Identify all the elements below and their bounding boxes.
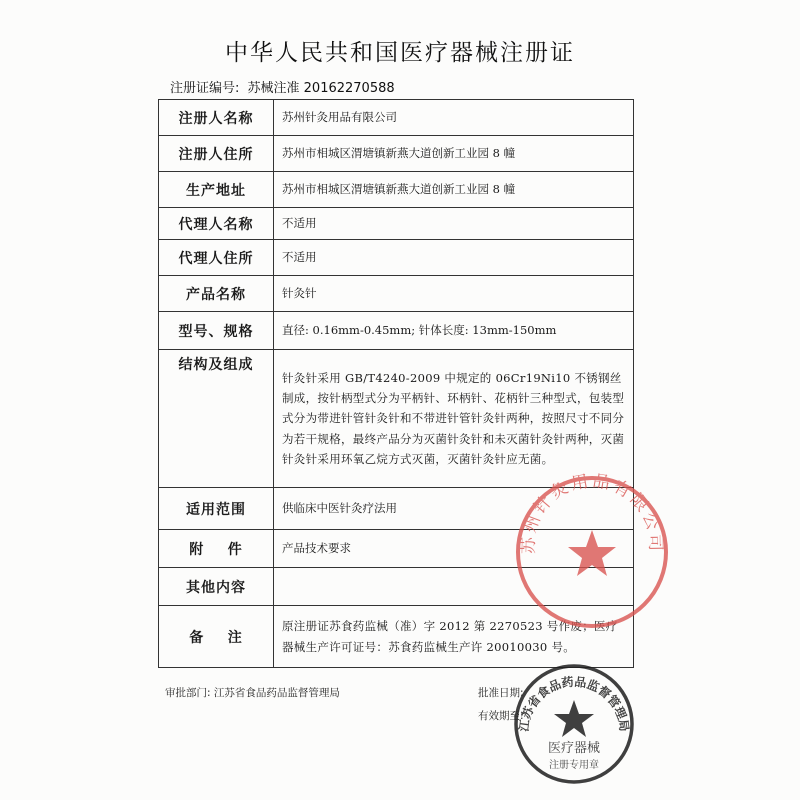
table-row — [159, 172, 634, 208]
valid-until-label: 有效期至: — [478, 710, 524, 722]
field-value: 产品技术要求 — [274, 530, 634, 568]
field-value: 苏州市相城区渭塘镇新燕大道创新工业园 8 幢 — [274, 172, 634, 208]
field-value: 供临床中医针灸疗法用 — [274, 488, 634, 530]
field-value: 原注册证苏食药监械（准）字 2012 第 2270523 号作废；医疗器械生产许可证号：苏食药监械生产许 20010030 号。 — [274, 606, 634, 668]
seal-star-icon — [568, 530, 616, 576]
field-value: 不适用 — [274, 208, 634, 240]
field-label: 适用范围 — [159, 488, 274, 530]
field-label: 结构及组成 — [159, 350, 274, 488]
field-value: 针灸针 — [274, 276, 634, 312]
company-seal-text: 苏州针灸用品有限公司 — [518, 472, 666, 555]
table-row — [159, 350, 634, 488]
field-label: 附 件 — [159, 530, 274, 568]
table-row — [159, 276, 634, 312]
registration-number-label: 注册证编号: — [170, 81, 240, 96]
field-label: 产品名称 — [159, 276, 274, 312]
field-label: 其他内容 — [159, 568, 274, 606]
registration-number-value: 苏械注准 20162270588 — [247, 81, 395, 96]
field-value: 针灸针采用 GB/T4240-2009 中规定的 06Cr19Ni10 不锈钢丝制成，按针柄型式分为平柄针、环柄针、花柄针三种型式，包装型式分为带进针管针灸针和不带进针管针灸针两种，按照尺寸不同分为若干规格，最终产品分为灭菌针灸针和未灭菌针灸针两种，灭菌针灸针采用环氧乙烷方式灭菌，灭菌针灸针应无菌。 — [274, 350, 634, 488]
field-value: 直径: 0.16mm-0.45mm; 针体长度: 13mm-150mm — [274, 312, 634, 350]
field-label: 生产地址 — [159, 172, 274, 208]
company-seal — [512, 472, 672, 632]
field-label: 代理人名称 — [159, 208, 274, 240]
agency-seal-line2: 注册专用章 — [549, 760, 599, 771]
field-value: 苏州市相城区渭塘镇新燕大道创新工业园 8 幢 — [274, 136, 634, 172]
document-title: 中华人民共和国医疗器械注册证 — [225, 40, 575, 66]
agency-seal — [512, 662, 636, 786]
agency-seal-line1: 医疗器械 — [547, 741, 601, 756]
field-label: 代理人住所 — [159, 240, 274, 276]
field-label: 型号、规格 — [159, 312, 274, 350]
approval-department: 审批部门: 江苏省食品药品监督管理局 — [165, 687, 340, 699]
table-row — [159, 208, 634, 240]
agency-seal-text: 江苏省食品药品监督管理局 — [516, 674, 632, 733]
table-row — [159, 312, 634, 350]
table-row — [159, 240, 634, 276]
field-label: 备 注 — [159, 606, 274, 668]
seal-star-icon — [554, 700, 594, 737]
field-value: 苏州针灸用品有限公司 — [274, 100, 634, 136]
table-row — [159, 100, 634, 136]
approval-date-label: 批准日期: — [478, 687, 524, 699]
field-value: 不适用 — [274, 240, 634, 276]
registration-number-line — [170, 77, 395, 96]
field-label: 注册人名称 — [159, 100, 274, 136]
field-label: 注册人住所 — [159, 136, 274, 172]
table-row — [159, 136, 634, 172]
